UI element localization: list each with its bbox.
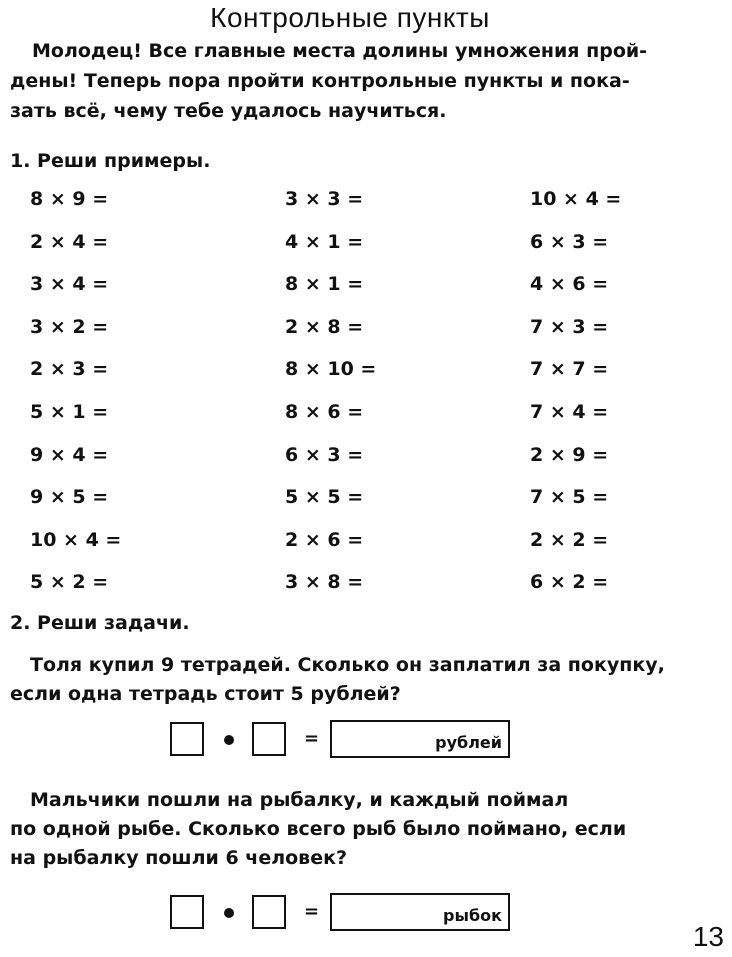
problem-line: по одной рыбе. Сколько всего рыб было поймано, если	[10, 818, 627, 840]
intro-line: дены! Теперь пора пройти контрольные пункты и пока-	[10, 70, 630, 92]
answer-box[interactable]	[330, 893, 510, 931]
factor-2-box[interactable]	[252, 722, 286, 756]
factor-1-box[interactable]	[170, 722, 204, 756]
exercise-item: 6 × 2 =	[530, 571, 609, 593]
exercise-item: 2 × 3 =	[30, 358, 109, 380]
factor-1-box[interactable]	[170, 895, 204, 929]
exercise-item: 3 × 8 =	[285, 571, 364, 593]
exercise-item: 2 × 4 =	[30, 231, 109, 253]
problem-line: на рыбалку пошли 6 человек?	[10, 847, 348, 869]
exercise-item: 8 × 9 =	[30, 188, 109, 210]
problem-line: Толя купил 9 тетрадей. Сколько он заплатил за покупку,	[30, 654, 665, 676]
unit-label: рыбок	[443, 906, 502, 925]
exercise-item: 7 × 5 =	[530, 486, 609, 508]
exercise-item: 6 × 3 =	[285, 444, 364, 466]
exercise-item: 8 × 10 =	[285, 358, 377, 380]
exercise-item: 6 × 3 =	[530, 231, 609, 253]
intro-text	[10, 36, 700, 126]
exercise-item: 9 × 5 =	[30, 486, 109, 508]
exercise-item: 5 × 2 =	[30, 571, 109, 593]
factor-2-box[interactable]	[252, 895, 286, 929]
page-number: 13	[692, 921, 724, 952]
exercise-item: 5 × 5 =	[285, 486, 364, 508]
page-title: Контрольные пункты	[210, 2, 490, 33]
exercise-item: 4 × 1 =	[285, 231, 364, 253]
problem-line: если одна тетрадь стоит 5 рублей?	[10, 683, 401, 705]
exercise-item: 4 × 6 =	[530, 273, 609, 295]
exercise-item: 3 × 4 =	[30, 273, 109, 295]
section-2-heading: 2. Реши задачи.	[10, 612, 190, 634]
exercise-item: 2 × 2 =	[530, 529, 609, 551]
exercise-item: 2 × 9 =	[530, 444, 609, 466]
unit-label: рублей	[435, 733, 502, 752]
exercise-item: 7 × 3 =	[530, 316, 609, 338]
exercise-item: 2 × 6 =	[285, 529, 364, 551]
exercise-item: 5 × 1 =	[30, 401, 109, 423]
intro-line: зать всё, чему тебе удалось научиться.	[10, 100, 447, 122]
problem-line: Мальчики пошли на рыбалку, и каждый поймал	[30, 789, 569, 811]
multiply-dot	[224, 908, 234, 918]
exercise-item: 8 × 6 =	[285, 401, 364, 423]
exercise-item: 3 × 3 =	[285, 188, 364, 210]
exercise-item: 8 × 1 =	[285, 273, 364, 295]
section-1-heading: 1. Реши примеры.	[10, 150, 211, 172]
equals-sign: =	[304, 901, 320, 922]
exercise-item: 7 × 7 =	[530, 358, 609, 380]
exercise-item: 2 × 8 =	[285, 316, 364, 338]
exercise-item: 9 × 4 =	[30, 444, 109, 466]
multiply-dot	[224, 735, 234, 745]
exercise-item: 3 × 2 =	[30, 316, 109, 338]
answer-box[interactable]	[330, 720, 510, 758]
equals-sign: =	[304, 728, 320, 749]
problem-2-text	[10, 786, 710, 873]
exercise-item: 10 × 4 =	[30, 529, 122, 551]
intro-line: Молодец! Все главные места долины умножения прой-	[32, 40, 648, 62]
exercise-item: 7 × 4 =	[530, 401, 609, 423]
problem-1-text	[10, 651, 710, 709]
exercise-item: 10 × 4 =	[530, 188, 622, 210]
